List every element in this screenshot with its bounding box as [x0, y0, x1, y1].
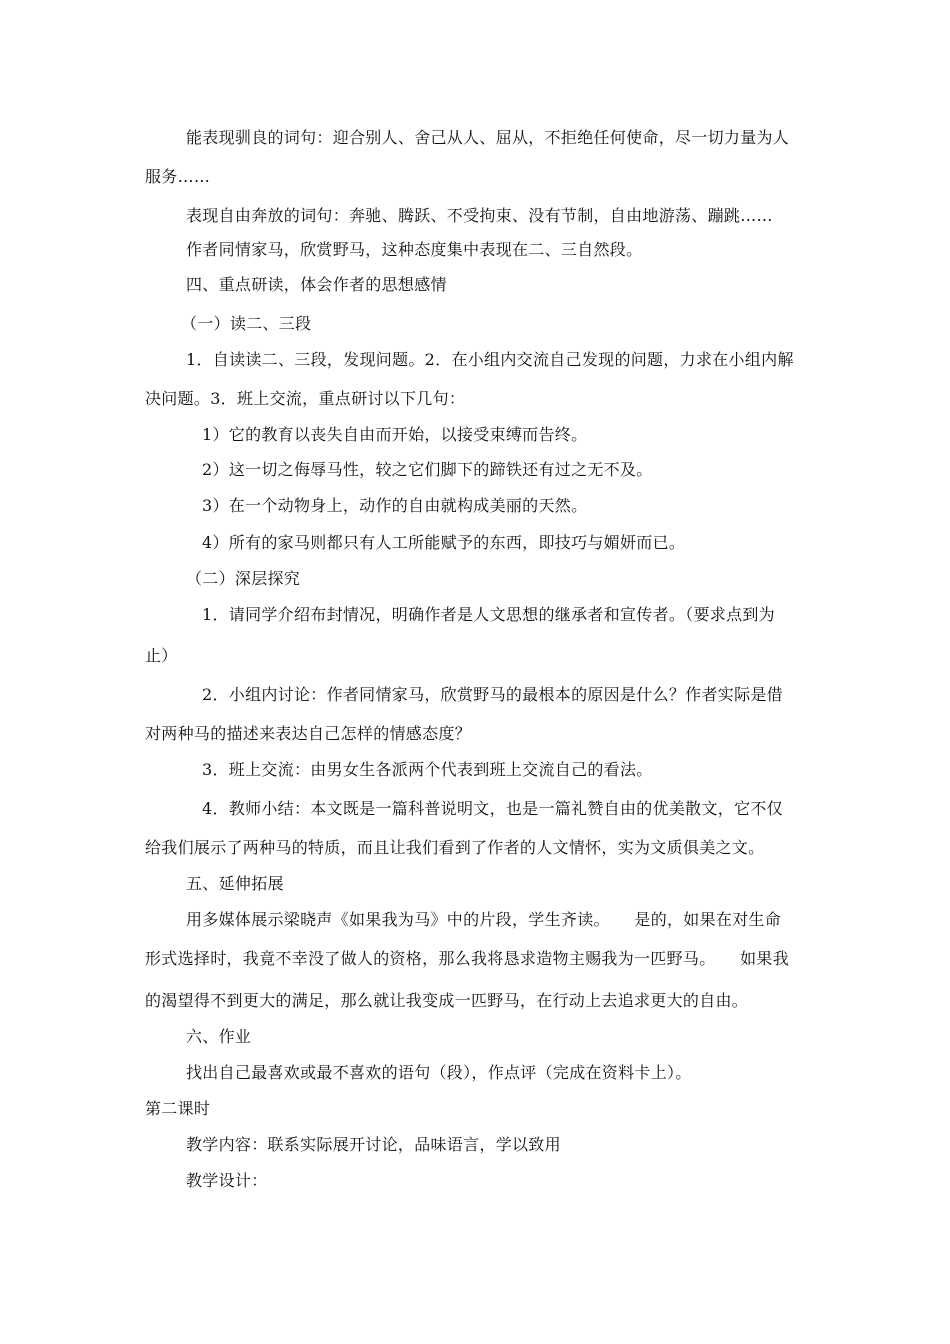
- text-line: 对两种马的描述来表达自己怎样的情感态度？: [145, 724, 472, 743]
- text-line: 2．小组内讨论：作者同情家马，欣赏野马的最根本的原因是什么？作者实际是借: [202, 685, 783, 704]
- text-line: 给我们展示了两种马的特质，而且让我们看到了作者的人文情怀，实为文质俱美之文。: [145, 838, 765, 857]
- text-line: 的渴望得不到更大的满足，那么就让我变成一匹野马，在行动上去追求更大的自由。: [145, 991, 749, 1010]
- text-line: 决问题。3．班上交流，重点研讨以下几句：: [145, 389, 466, 408]
- text-line: 找出自己最喜欢或最不喜欢的语句（段），作点评（完成在资料卡上）。: [186, 1063, 692, 1082]
- text-line: 2）这一切之侮辱马性，较之它们脚下的蹄铁还有过之无不及。: [202, 460, 653, 479]
- text-line: 1）它的教育以丧失自由而开始，以接受束缚而告终。: [202, 425, 588, 444]
- text-line: 表现自由奔放的词句：奔驰、腾跃、不受拘束、没有节制，自由地游荡、蹦跳……: [186, 206, 773, 225]
- section-heading: 五、延伸拓展: [186, 874, 284, 893]
- text-line: 1．自读读二、三段，发现问题。2．在小组内交流自己发现的问题，力求在小组内解: [186, 350, 794, 369]
- subsection-heading: （一）读二、三段: [181, 314, 312, 333]
- lesson-heading: 第二课时: [145, 1099, 211, 1118]
- text-line: 服务……: [145, 167, 211, 186]
- text-line: 能表现驯良的词句：迎合别人、舍己从人、屈从，不拒绝任何使命，尽一切力量为人: [186, 128, 790, 147]
- section-heading: 四、重点研读，体会作者的思想感情: [186, 275, 447, 294]
- text-line: 用多媒体展示梁晓声《如果我为马》中的片段，学生齐读。 是的，如果在对生命: [186, 910, 782, 929]
- subsection-heading: （二）深层探究: [186, 569, 301, 588]
- section-heading: 六、作业: [186, 1027, 252, 1046]
- text-line: 3）在一个动物身上，动作的自由就构成美丽的天然。: [202, 496, 588, 515]
- text-line: 4．教师小结：本文既是一篇科普说明文，也是一篇礼赞自由的优美散文，它不仅: [202, 799, 783, 818]
- text-line: 教学设计：: [186, 1171, 268, 1190]
- text-line: 止）: [145, 646, 178, 665]
- text-line: 4）所有的家马则都只有人工所能赋予的东西，即技巧与媚妍而已。: [202, 533, 686, 552]
- text-line: 1．请同学介绍布封情况，明确作者是人文思想的继承者和宣传者。（要求点到为: [202, 605, 775, 624]
- text-line: 3．班上交流：由男女生各派两个代表到班上交流自己的看法。: [202, 760, 653, 779]
- text-line: 作者同情家马，欣赏野马，这种态度集中表现在二、三自然段。: [186, 240, 643, 259]
- text-line: 形式选择时，我竟不幸没了做人的资格，那么我将恳求造物主赐我为一匹野马。 如果我: [145, 949, 790, 968]
- text-line: 教学内容：联系实际展开讨论，品味语言，学以致用: [186, 1135, 561, 1154]
